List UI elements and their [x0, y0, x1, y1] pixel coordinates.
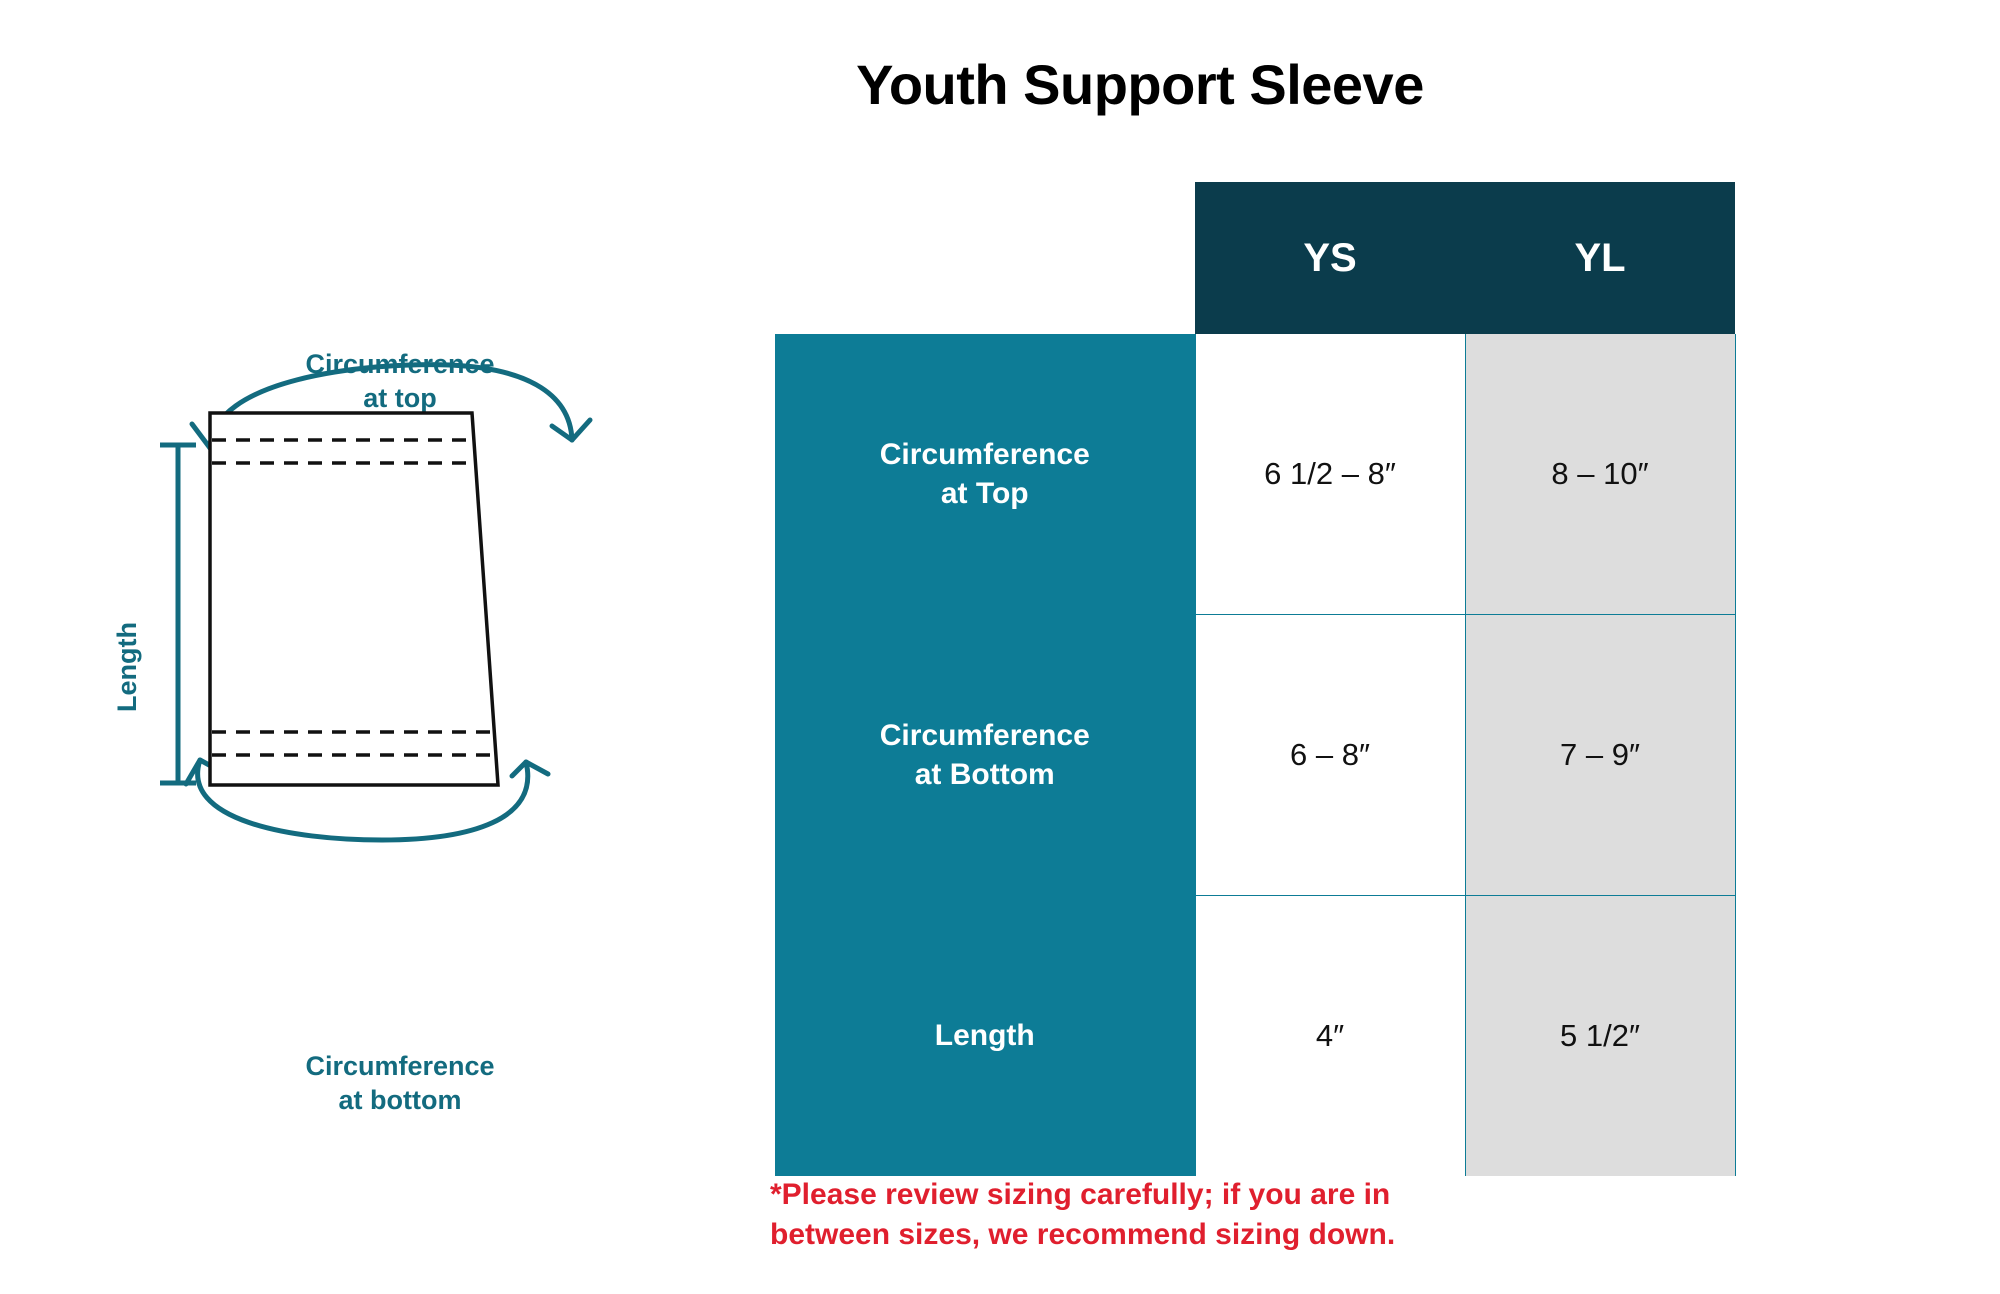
- footnote-line1: *Please review sizing carefully; if you are in: [770, 1178, 1391, 1211]
- table-row: [775, 334, 1735, 615]
- sleeve-body-outline: [210, 413, 498, 785]
- length-measure-icon: [160, 445, 196, 783]
- table-row: [775, 896, 1735, 1177]
- sizing-footnote: [770, 1175, 1700, 1254]
- table-header-row: [775, 182, 1735, 334]
- diagram-label-top-line1: Circumference: [305, 349, 495, 379]
- table-header-ys: YS: [1195, 182, 1465, 334]
- diagram-label-top-line2: at top: [363, 382, 437, 413]
- cell-ys-circumference-top: 6 1/2 – 8″: [1195, 334, 1465, 615]
- size-table: [775, 182, 1736, 1176]
- row-label-line1: Circumference: [879, 438, 1090, 472]
- cell-ys-length: 4″: [1195, 896, 1465, 1177]
- cell-yl-circumference-bottom: 7 – 9″: [1465, 615, 1735, 896]
- diagram-label-bottom: [120, 1050, 680, 1118]
- diagram-label-length: Length: [112, 622, 142, 712]
- sleeve-illustration-svg: [120, 320, 680, 1140]
- row-label-line2: at Top: [940, 477, 1029, 511]
- row-label-circumference-top: [775, 334, 1195, 615]
- row-label-circumference-bottom: [775, 615, 1195, 896]
- footnote-line2: between sizes, we recommend sizing down.: [770, 1217, 1396, 1251]
- diagram-label-bottom-line2: at bottom: [338, 1084, 462, 1115]
- row-label-line1: Length: [934, 1019, 1035, 1053]
- diagram-label-bottom-line1: Circumference: [305, 1051, 495, 1081]
- page-title: Youth Support Sleeve: [856, 53, 1424, 116]
- sleeve-diagram: [112, 320, 680, 1140]
- cell-yl-circumference-top: 8 – 10″: [1465, 334, 1735, 615]
- cell-yl-length: 5 1/2″: [1465, 896, 1735, 1177]
- row-label-length: [775, 896, 1195, 1177]
- row-label-line1: Circumference: [879, 719, 1090, 752]
- size-table-wrapper: [775, 182, 1735, 1176]
- row-label-line2: at Bottom: [914, 758, 1055, 791]
- cell-ys-circumference-bottom: 6 – 8″: [1195, 615, 1465, 896]
- table-header-yl: YL: [1465, 182, 1735, 334]
- table-header-blank: [775, 182, 1195, 334]
- table-row: [775, 615, 1735, 896]
